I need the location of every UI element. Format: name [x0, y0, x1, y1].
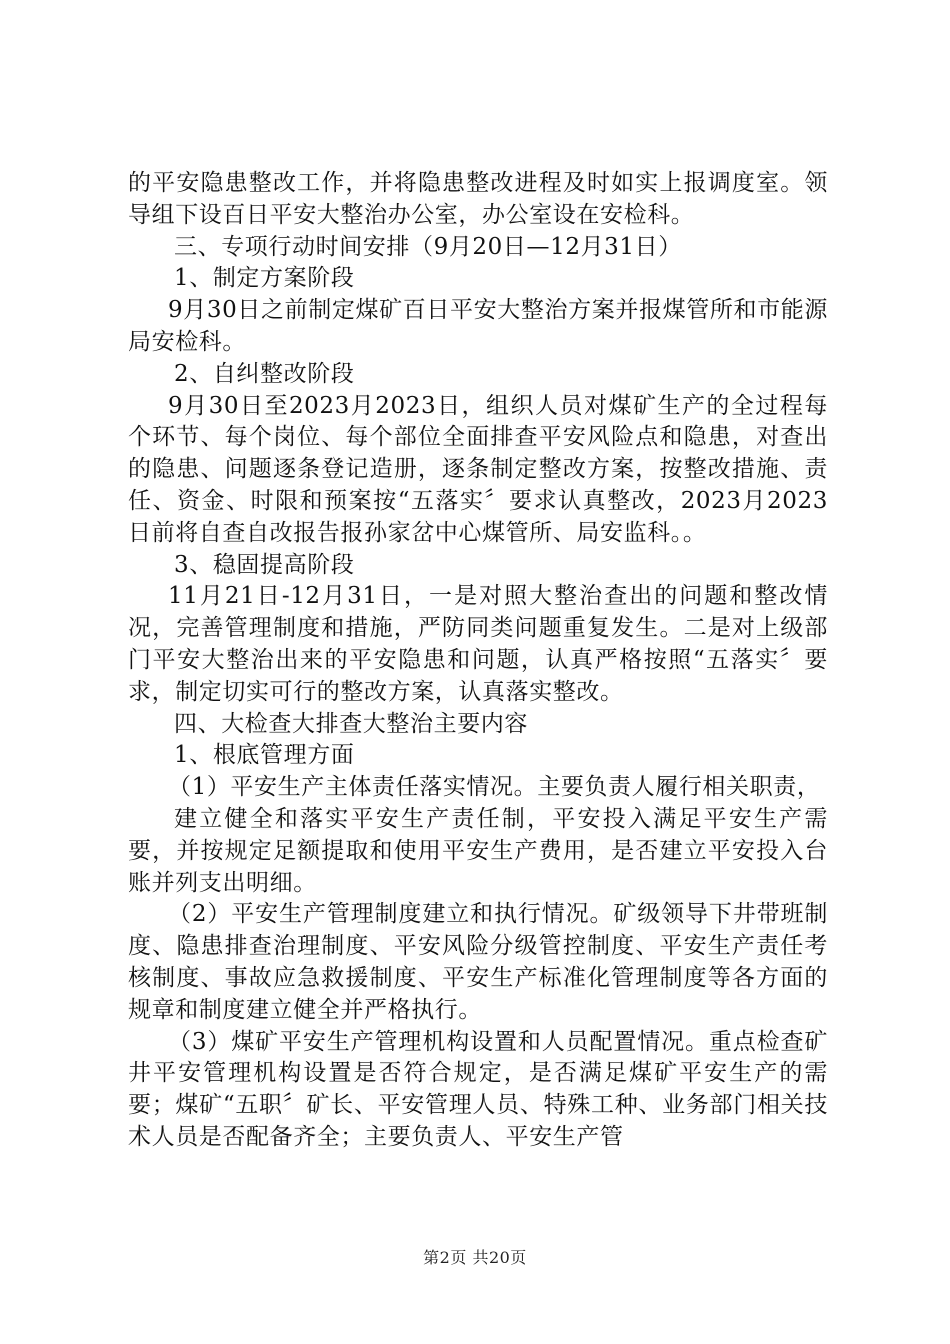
subheading-consolidation-stage: 3、稳固提高阶段 [174, 551, 355, 578]
section-heading-main-content: 四、大检查大排查大整治主要内容 [174, 710, 528, 737]
paragraph-plan-stage: 9月30日之前制定煤矿百日平安大整治方案并报煤管所和市能源局安检科。 [128, 297, 828, 355]
subheading-plan-stage: 1、制定方案阶段 [174, 265, 355, 292]
paragraph-item-2: （2）平安生产管理制度建立和执行情况。矿级领导下井带班制度、隐患排查治理制度、平安风险分级管控制度、平安生产责任考核制度、事故应急救援制度、平安生产标准化管理制度等各方面的规章和制度建立健全并严格执行。 [128, 901, 828, 1023]
paragraph-consolidation-stage: 11月21日-12月31日，一是对照大整治查出的问题和整改情况，完善管理制度和措施，严防同类问题重复发生。二是对上级部门平安大整治出来的平安隐患和问题，认真严格按照“五落实〞要求，制定切实可行的整改方案，认真落实整改。 [128, 583, 828, 705]
document-body [128, 168, 828, 1154]
section-heading-schedule: 三、专项行动时间安排（9月20日—12月31日） [174, 233, 682, 260]
page-number-footer: 第2页 共20页 [423, 1248, 527, 1267]
paragraph-item-1-body: 建立健全和落实平安生产责任制，平安投入满足平安生产需要，并按规定足额提取和使用平安生产费用，是否建立平安投入台账并列支出明细。 [128, 805, 828, 896]
paragraph-self-correction-stage: 9月30日至2023月2023日，组织人员对煤矿生产的全过程每个环节、每个岗位、每个部位全面排查平安风险点和隐患，对查出的隐患、问题逐条登记造册，逐条制定整改方案，按整改措施、责任、资金、时限和预案按“五落实〞要求认真整改，2023月2023日前将自查自改报告报孙家岔中心煤管所、局安监科。。 [128, 392, 828, 546]
subheading-self-correction-stage: 2、自纠整改阶段 [174, 360, 355, 387]
paragraph-item-3: （3）煤矿平安生产管理机构设置和人员配置情况。重点检查矿井平安管理机构设置是否符合规定，是否满足煤矿平安生产的需要；煤矿“五职〞矿长、平安管理人员、特殊工种、业务部门相关技术人员是否配备齐全；主要负责人、平安生产管 [128, 1028, 828, 1150]
subheading-basic-management: 1、根底管理方面 [174, 742, 355, 769]
paragraph-continuation: 的平安隐患整改工作，并将隐患整改进程及时如实上报调度室。领导组下设百日平安大整治办公室，办公室设在安检科。 [128, 170, 828, 228]
paragraph-item-1-title: （1）平安生产主体责任落实情况。主要负责人履行相关职责， [168, 774, 821, 801]
